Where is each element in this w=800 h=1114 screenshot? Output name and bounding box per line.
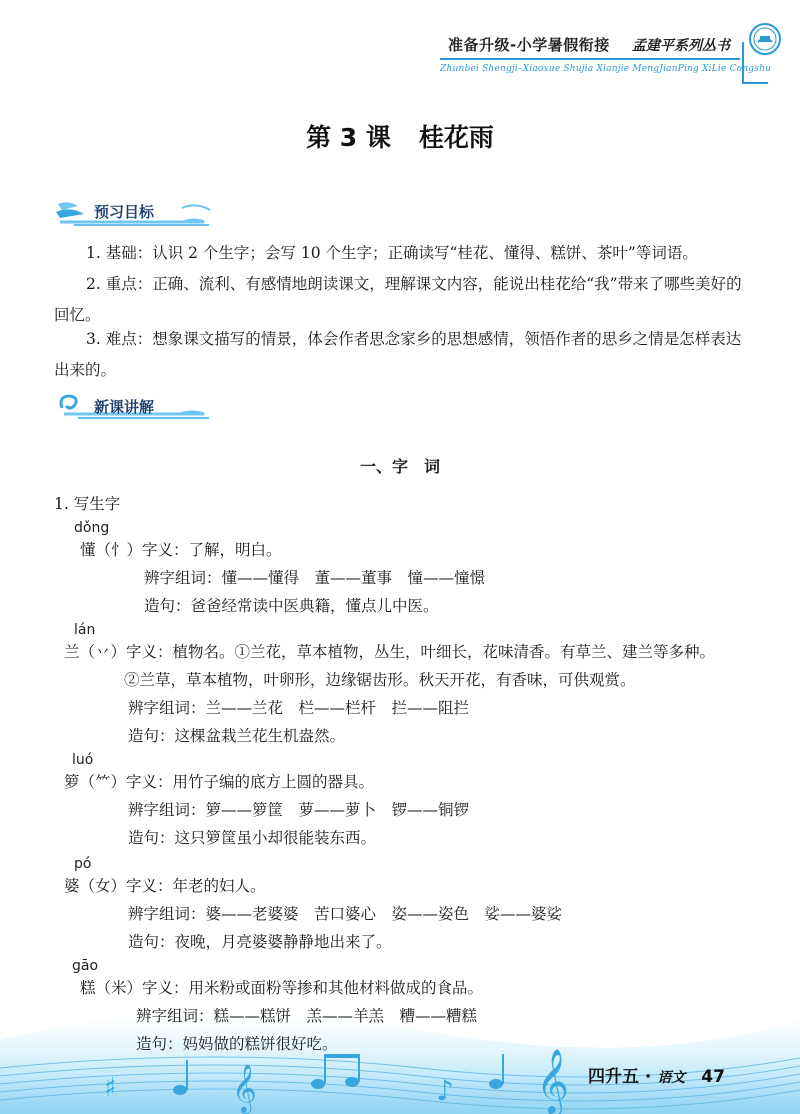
char-definition: 箩（⺮）字义：用竹子编的底方上圆的器具。 [64,773,375,791]
char-example-sentence: 造句：这只箩筐虽小却很能装东西。 [128,829,377,847]
footer-dot: · [644,1067,652,1087]
lesson-title [0,118,800,154]
char-definition: 兰（丷）字义：植物名。①兰花，草本植物，丛生，叶细长，花味清香。有草兰、建兰等多种。 [64,643,716,661]
char-pinyin: luó [72,752,94,768]
char-word-groups: 辨字组词：婆——老婆婆 苦口婆心 姿——姿色 娑——婆娑 [128,905,563,923]
brand-name: 孟建平系列丛书 [632,38,730,54]
char-pinyin: lán [74,622,96,638]
char-example-sentence: 造句：夜晚，月亮婆婆静静地出来了。 [128,933,392,951]
series-title: 准备升级-小学暑假衔接 [448,36,610,54]
goals-heading: 预习目标 [94,203,155,221]
char-definition: 婆（女）字义：年老的妇人。 [64,877,266,895]
goal-item-3: 3. 难点：想象课文描写的情景，体会作者思念家乡的思想感情，领悟作者的思乡之情是怎样表达出来的。 [54,330,742,379]
char-pinyin: pó [74,856,92,872]
goal-item-2: 2. 重点：正确、流利、有感情地朗读课文，理解课文内容，能说出桂花给“我”带来了哪些美好的回忆。 [54,275,742,324]
char-definition-extra: ②兰草，草本植物，叶卵形，边缘锯齿形。秋天开花，有香味，可供观赏。 [124,671,636,689]
footer-grade: 四升五 [588,1067,639,1087]
char-pinyin: gāo [72,958,99,974]
page-number: 47 [701,1067,725,1087]
series-pinyin: Zhunbei Shengji–Xiaoxue Shujia Xianjie MengJianPing XiLie Congshu [440,64,772,74]
lesson-number: 第 3 课 [306,123,391,152]
section-subheading: 一、字 词 [359,457,440,476]
goals-badge [54,196,214,230]
item-title: 1. 写生字 [54,495,121,513]
lecture-heading: 新课讲解 [94,398,155,416]
char-word-groups: 辨字组词：懂——懂得 董——董事 憧——憧憬 [144,569,486,587]
char-pinyin: dǒng [74,520,110,536]
char-example-sentence: 造句：妈妈做的糕饼很好吃。 [136,1035,338,1053]
char-example-sentence: 造句：这棵盆栽兰花生机盎然。 [128,727,346,745]
footer-label [588,1062,725,1087]
char-definition: 糕（米）字义：用米粉或面粉等掺和其他材料做成的食品。 [80,979,484,997]
char-word-groups: 辨字组词：糕——糕饼 羔——羊羔 糟——糟糕 [136,1007,478,1025]
char-definition: 懂（忄）字义：了解，明白。 [80,541,282,559]
svg-text:𝄞: 𝄞 [232,1063,257,1112]
char-example-sentence: 造句：爸爸经常读中医典籍，懂点儿中医。 [144,597,439,615]
lesson-name: 桂花雨 [418,123,494,152]
svg-text:♪: ♪ [436,1074,454,1107]
char-word-groups: 辨字组词：兰——兰花 栏——栏杆 拦——阻拦 [128,699,470,717]
svg-text:𝄞: 𝄞 [536,1049,570,1114]
header-rule [440,58,740,60]
char-word-groups: 辨字组词：箩——箩筐 萝——萝卜 锣——铜锣 [128,801,470,819]
book-logo-icon [748,22,782,56]
music-wave-decoration [0,950,800,1114]
goal-item-1: 1. 基础：认识 2 个生字；会写 10 个生字；正确读写“桂花、懂得、糕饼、茶叶”等词语。 [86,244,698,262]
footer-subject: 语文 [657,1070,686,1086]
lecture-badge [54,390,214,424]
svg-text:♯: ♯ [104,1073,117,1103]
